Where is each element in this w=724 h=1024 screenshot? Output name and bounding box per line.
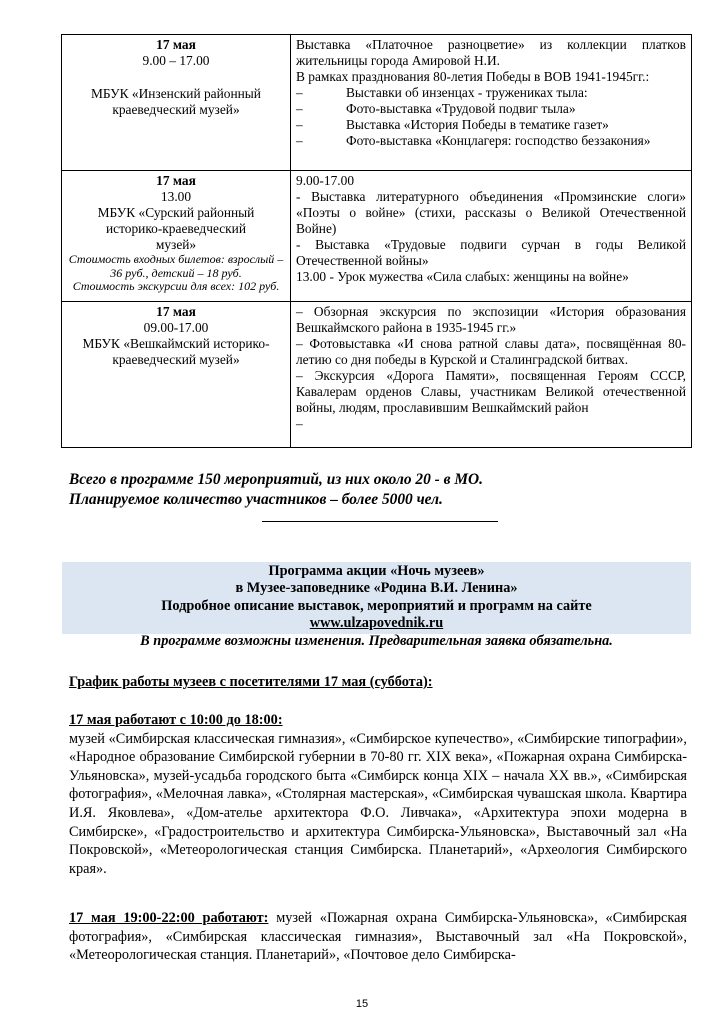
schedule-block-text: музей «Пожарная охрана Симбирска-Ульяновска», «Симбирская фотография», «Симбирская классическая гимназия», Выставочный зал «На Покровской», «Метеорологическая станция. Планетарий», «Почтовое дело Симбирска- xyxy=(69,910,687,964)
event-list-item: – Фото-выставка «Концлагеря: господство беззакония» xyxy=(296,133,651,148)
schedule-block-day xyxy=(69,711,687,878)
event-time: 9.00 – 17.00 xyxy=(142,53,210,68)
event-list-item: – Выставка «История Победы в тематике газет» xyxy=(296,117,609,132)
schedule-block-evening xyxy=(69,909,687,965)
event-line: 13.00 - Урок мужества «Сила слабых: женщины на войне» xyxy=(296,269,629,284)
event-time: 09.00-17.00 xyxy=(143,320,209,335)
event-date: 17 мая xyxy=(156,37,196,52)
table-row xyxy=(62,35,692,171)
changes-note: В программе возможны изменения. Предварительная заявка обязательна. xyxy=(140,633,613,649)
table-row xyxy=(62,302,692,448)
banner-title: Программа акции «Ночь музеев» xyxy=(268,563,485,579)
event-line: – Обзорная экскурсия по экспозиции «История образования Вешкаймского района в 1935-1945 гг.» xyxy=(296,304,686,335)
event-venue: МБУК «Сурский районный историко-краеведческий музей» xyxy=(97,205,255,252)
event-line: - Выставка литературного объединения «Промзинские слоги» «Поэты о войне» (стихи, рассказы о Великой Отечественной Войне) xyxy=(296,189,686,236)
event-line: Выставка «История Победы в тематике газет» xyxy=(346,117,609,132)
website-link[interactable]: www.ulzapovednik.ru xyxy=(309,615,444,632)
schedule-block-text: музей «Симбирская классическая гимназия», «Симбирское купечество», «Симбирские типографии», «Народное образование Симбирской губернии в 70-80 гг. XIX века», «Пожарная охрана Симбирска-Ульяновска», музей-усадьба городского быта «Симбирск конца XIX – начала XX вв.», «Симбирская фотография», «Мелочная лавка», «Столярная мастерская», «Симбирская чувашская школа. Квартира И.Я. Яковлева», «Дом-ателье архитектора Ф.О. Ливчака», «Архитектура эпохи модерна в Симбирске», «Градостроительство и архитектура Симбирска-Ульяновска», Выставочный зал «На Покровской», «Метеорологическая станция Симбирска. Планетарий», «Археология Симбирского края». xyxy=(69,730,687,877)
schedule-heading-text: График работы музеев с посетителями 17 мая (суббота): xyxy=(69,674,433,690)
event-venue-cell xyxy=(62,171,291,302)
schedule-block-heading: 17 мая работают с 10:00 до 18:00: xyxy=(69,712,283,728)
event-venue: МБУК «Инзенский районный краеведческий музей» xyxy=(91,86,261,117)
event-time: 13.00 xyxy=(160,189,192,204)
schedule-heading xyxy=(69,673,687,692)
horizontal-rule xyxy=(262,521,498,522)
banner-description: Подробное описание выставок, мероприятий и программ на сайте xyxy=(161,597,592,614)
banner-subtitle: в Музее-заповеднике «Родина В.И. Ленина» xyxy=(235,580,518,597)
schedule-block-heading: 17 мая 19:00-22:00 работают: xyxy=(69,910,269,926)
event-line: Фото-выставка «Концлагеря: господство беззакония» xyxy=(346,133,651,148)
event-line: - Выставка «Трудовые подвиги сурчан в годы Великой Отечественной войны» xyxy=(296,237,686,268)
event-venue: МБУК «Вешкаймский историко-краеведческий музей» xyxy=(82,336,270,367)
event-venue-cell xyxy=(62,302,291,448)
summary-line: Планируемое количество участников – более 5000 чел. xyxy=(69,491,443,508)
event-line: Фото-выставка «Трудовой подвиг тыла» xyxy=(346,101,576,116)
event-date: 17 мая xyxy=(156,304,196,319)
event-date: 17 мая xyxy=(156,173,196,188)
excursion-price-note: Стоимость экскурсии для всех: 102 руб. xyxy=(72,279,280,293)
event-line: 9.00-17.00 xyxy=(296,173,355,188)
event-list-item: – Фото-выставка «Трудовой подвиг тыла» xyxy=(296,101,576,116)
event-list-item: – Выставки об инзенцах - тружениках тыла: xyxy=(296,85,588,100)
event-description-cell xyxy=(291,171,692,302)
page-number: 15 xyxy=(355,998,369,1010)
summary-line: Всего в программе 150 мероприятий, из них около 20 - в МО. xyxy=(69,471,483,488)
event-description-cell xyxy=(291,35,692,171)
event-line: Выставка «Платочное разноцветие» из коллекции платков жительницы города Амировой Н.И. xyxy=(296,37,686,68)
event-line: – Фотовыставка «И снова ратной славы дата», посвящённая 80-летию со дня победы в Курской и Сталинградской битвах. xyxy=(296,336,686,367)
events-table xyxy=(61,34,692,448)
program-banner-text xyxy=(62,563,691,633)
ticket-price-note: Стоимость входных билетов: взрослый – 36 руб., детский – 18 руб. xyxy=(68,252,284,280)
event-line: – xyxy=(296,416,303,431)
event-line: В рамках празднования 80-летия Победы в ВОВ 1941-1945гг.: xyxy=(296,69,650,84)
event-description-cell xyxy=(291,302,692,448)
table-row xyxy=(62,171,692,302)
program-summary xyxy=(69,470,483,510)
event-line: – Экскурсия «Дорога Памяти», посвященная Героям СССР, Кавалерам орденов Славы, участникам Великой отечественной войны, людям, прославившим Вешкаймский район xyxy=(296,368,686,415)
event-venue-cell xyxy=(62,35,291,171)
event-line: Выставки об инзенцах - тружениках тыла: xyxy=(346,85,588,100)
